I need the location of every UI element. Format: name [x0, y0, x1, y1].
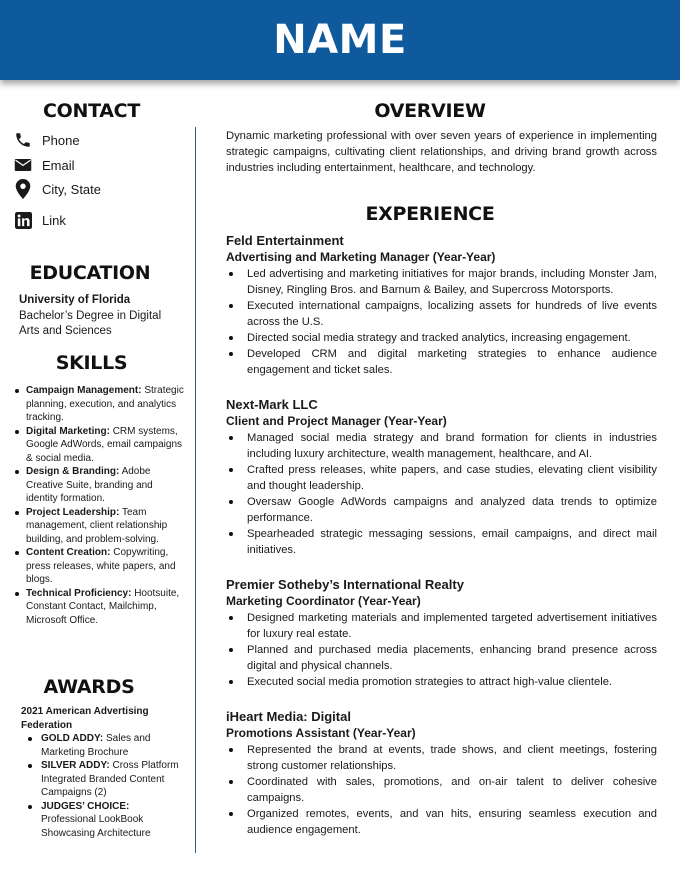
email-icon	[14, 156, 32, 174]
contact-location-text: City, State	[42, 181, 102, 197]
job-entry	[226, 708, 657, 838]
list-item: Organized remotes, events, and van hits, ensuring seamless execution and audience engagement.	[226, 806, 657, 838]
list-item: Technical Proficiency: Hootsuite, Constant Contact, Mailchimp, Microsoft Office.	[13, 587, 185, 628]
education-school: University of Florida	[19, 294, 131, 306]
contact-heading: CONTACT	[43, 100, 140, 122]
job-company: Next-Mark LLC	[226, 397, 318, 412]
list-item: Represented the brand at events, trade shows, and client meetings, fostering strong customer relationships.	[226, 742, 657, 774]
job-company: Premier Sotheby’s International Realty	[226, 577, 464, 592]
job-company: Feld Entertainment	[226, 233, 344, 248]
linkedin-icon	[14, 211, 32, 229]
job-entry	[226, 576, 657, 690]
list-item: Coordinated with sales, promotions, and on-air talent to deliver cohesive campaigns.	[226, 774, 657, 806]
education-degree: Bachelor’s Degree in Digital Arts and Sciences	[19, 309, 162, 337]
header-banner	[0, 0, 680, 80]
contact-link-text: Link	[42, 212, 66, 228]
location-pin-icon	[14, 180, 32, 198]
list-item: SILVER ADDY: Cross Platform Integrated Branded Content Campaigns (2)	[22, 759, 182, 800]
contact-email-text: Email	[42, 157, 75, 173]
job-bullets	[226, 266, 657, 378]
contact-phone-text: Phone	[42, 132, 80, 148]
list-item: Campaign Management: Strategic planning, execution, and analytics tracking.	[13, 384, 185, 425]
list-item: Managed social media strategy and brand formation for clients in industries including luxury architecture, wealth management, healthcare, and AI.	[226, 430, 657, 462]
contact-link	[14, 211, 66, 229]
skills-heading: SKILLS	[55, 352, 128, 374]
contact-location	[14, 180, 101, 198]
list-item: JUDGES’ CHOICE: Professional LookBook Showcasing Architecture	[22, 800, 182, 841]
awards-heading: AWARDS	[43, 676, 135, 698]
skills-list	[13, 384, 185, 627]
list-item: Executed international campaigns, localizing assets for hundreds of live events across the U.S.	[226, 298, 657, 330]
contact-phone	[14, 131, 80, 149]
job-company: iHeart Media: Digital	[226, 709, 351, 724]
column-divider	[195, 127, 196, 853]
list-item: Designed marketing materials and implemented targeted advertisement initiatives for luxury real estate.	[226, 610, 657, 642]
list-item: Project Leadership: Team management, client relationship building, and problem-solving.	[13, 506, 185, 547]
education-heading: EDUCATION	[29, 262, 151, 284]
job-entry	[226, 232, 657, 378]
list-item: Oversaw Google AdWords campaigns and analyzed data trends to optimize performance.	[226, 494, 657, 526]
list-item: Content Creation: Copywriting, press releases, white papers, and blogs.	[13, 546, 185, 587]
list-item: Spearheaded strategic messaging sessions, email campaigns, and direct mail initiatives.	[226, 526, 657, 558]
awards-list	[22, 732, 182, 840]
experience-heading: EXPERIENCE	[365, 203, 495, 225]
resume-name: NAME	[273, 17, 407, 63]
list-item: Led advertising and marketing initiatives for major brands, including Monster Jam, Disney, Ringling Bros. and Barnum & Bailey, and Supercross Motorsports.	[226, 266, 657, 298]
job-role: Promotions Assistant (Year-Year)	[226, 726, 416, 740]
overview-text: Dynamic marketing professional with over seven years of experience in implementing strategic campaigns, cultivating client relationships, and driving brand growth across industries including entertainment, healthcare, and technology.	[226, 130, 657, 174]
job-role: Client and Project Manager (Year-Year)	[226, 414, 447, 428]
awards-event: 2021 American Advertising Federation	[21, 706, 149, 731]
job-bullets	[226, 742, 657, 838]
job-bullets	[226, 610, 657, 690]
job-role: Advertising and Marketing Manager (Year-Year)	[226, 250, 496, 264]
job-role: Marketing Coordinator (Year-Year)	[226, 594, 421, 608]
education-block	[19, 293, 179, 340]
contact-email	[14, 156, 75, 174]
job-bullets	[226, 430, 657, 558]
list-item: Directed social media strategy and tracked analytics, increasing engagement.	[226, 330, 657, 346]
list-item: Digital Marketing: CRM systems, Google AdWords, email campaigns & social media.	[13, 425, 185, 466]
list-item: GOLD ADDY: Sales and Marketing Brochure	[22, 732, 182, 759]
list-item: Executed social media promotion strategies to attract high-value clientele.	[226, 674, 657, 690]
job-entry	[226, 396, 657, 558]
overview-heading: OVERVIEW	[374, 100, 486, 122]
list-item: Design & Branding: Adobe Creative Suite, branding and identity formation.	[13, 465, 185, 506]
list-item: Developed CRM and digital marketing strategies to enhance audience engagement and ticket sales.	[226, 346, 657, 378]
list-item: Crafted press releases, white papers, and case studies, elevating client visibility and thought leadership.	[226, 462, 657, 494]
phone-icon	[14, 131, 32, 149]
list-item: Planned and purchased media placements, enhancing brand presence across digital and physical channels.	[226, 642, 657, 674]
